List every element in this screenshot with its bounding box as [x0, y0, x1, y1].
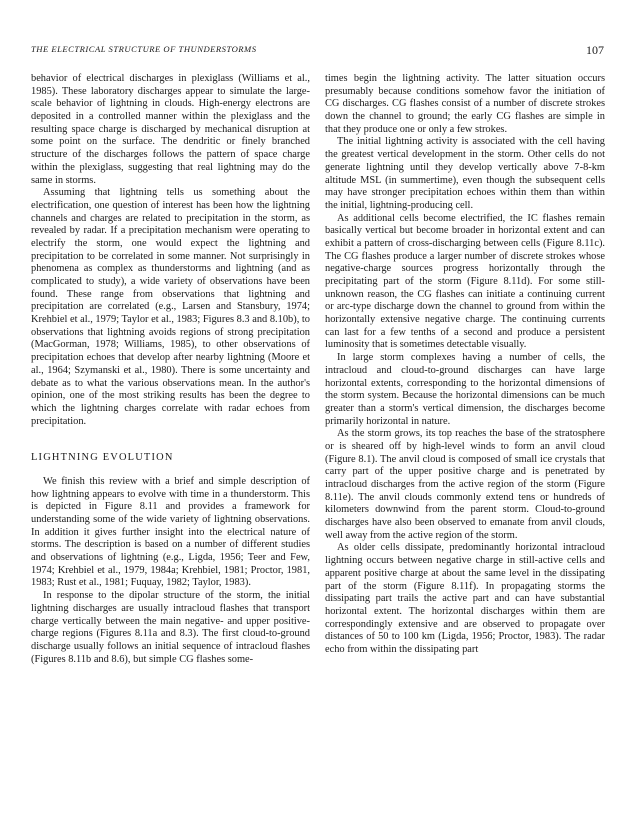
paragraph: behavior of electrical discharges in plexiglass (Williams et al., 1985). These laboratory discharges appear to simulate the large-scale behavior of lightning in clouds. High-energy electrons are deposited in a controlled manner within the plexiglass and the resulting space charge is discharged by mechanical disruption at some point on the surface. The dendritic or finely branched structure of the discharges follows the pattern of space charge within the plexiglass, suggesting that real lightning may do the same in storms. [31, 73, 310, 186]
paragraph: As older cells dissipate, predominantly horizontal intracloud lightning occurs between negative charge in still-active cells and apparent positive charge at about the same level in the dissipating part of the storm (Figure 8.11f). In propagating storms the dissipating part trails the active part and can have substantial horizontal extent. The horizontal discharges within them are correspondingly extensive and are observed to propagate over distances of 50 to 100 km (Ligda, 1956; Proctor, 1983). The radar echo from within the dissipating part [325, 542, 605, 655]
page-header [31, 44, 604, 60]
left-column [31, 73, 310, 666]
paragraph: As the storm grows, its top reaches the base of the stratosphere or is sheared off by high-level winds to form an anvil cloud (Figure 8.1). The anvil cloud is composed of small ice crystals that carry part of the upper positive charge and is penetrated by intracloud discharges from the active region of the storm (Figure 8.11e). The anvil clouds commonly extend tens or hundreds of kilometers downwind from the parent storm. Cloud-to-ground discharges have also been observed to emanate from anvil clouds, well away from the active region of the storm. [325, 428, 605, 541]
paragraph: We finish this review with a brief and simple description of how lightning appears to evolve with time in a thunderstorm. This is depicted in Figure 8.11 and provides a framework for understanding some of the wide variety of lightning observations. In addition it gives further insight into the electrical nature of storms. The description is based on a number of different studies and observations of lightning (e.g., Ligda, 1956; Teer and Few, 1974; Krehbiel et al., 1979, 1984a; Krehbiel, 1981; Proctor, 1981, 1983; Rust et al., 1981; Fuquay, 1982; Taylor, 1983). [31, 475, 310, 589]
right-column [325, 73, 605, 657]
running-title: THE ELECTRICAL STRUCTURE OF THUNDERSTORMS [31, 44, 257, 54]
paragraph: As additional cells become electrified, the IC flashes remain basically vertical but become broader in horizontal extent and can exhibit a pattern of cross-discharging between cells (Figure 8.11c). The CG flashes produce a larger number of discrete strokes whose negative-charge sources progress horizontally through the precipitating part of the storm (Figure 8.11d). For some still-unknown reason, the CG flashes can initiate a continuing current or arc-type discharge down the channel to ground from within the horizontally extensive negative charge. The continuing currents can last for a few tenths of a second and produce a persistent luminosity that is sometimes detectable visually. [325, 212, 605, 351]
paragraph: In large storm complexes having a number of cells, the intracloud and cloud-to-ground discharges can have large horizontal extents, corresponding to the horizontal dimensions of the storm system. Because the horizontal dimensions can be much greater than a storm's vertical dimension, the discharges become primarily horizontal in nature. [325, 352, 605, 427]
page-number: 107 [586, 43, 604, 57]
paragraph: In response to the dipolar structure of the storm, the initial lightning discharges are usually intracloud flashes that transport charge vertically between the main negative- and upper positive-charge regions (Figures 8.11a and 8.3). The first cloud-to-ground discharge usually follows an initial sequence of intracloud flashes (Figures 8.11b and 8.6), but simple CG flashes some- [31, 590, 310, 665]
paragraph: times begin the lightning activity. The latter situation occurs presumably because conditions somehow favor the initiation of CG discharges. CG flashes consist of a number of discrete strokes down the channel to ground; the early CG flashes are simple in that they produce one or only a few strokes. [325, 73, 605, 135]
paragraph: Assuming that lightning tells us something about the electrification, one question of interest has been how the lightning channels and charges are related to precipitation in the storm, as revealed by radar. If a precipitation mechanism were operating to electrify the storm, one would expect the lightning and precipitation to be correlated in some manner. Not surprisingly in phenomena as complex as thunderstorms and lightning (and as complicated to study), a wide variety of observations have been found. These range from observations that lightning and precipitation are correlated (e.g., Larsen and Stansbury, 1974; Krehbiel et al., 1979; Taylor et al., 1983; Figures 8.3 and 8.10b), to observations that lightning avoids regions of strong precipitation (MacGorman, 1978; Williams, 1985), to other observations of precipitation echoes that develop after nearby lightning (Moore et al., 1964; Szymanski et al., 1980). There is some uncertainty and debate as to what the various observations mean. In the author's opinion, one of the most striking results has been the degree to which the lightning charges correlate with radar echoes from precipitation. [31, 187, 310, 427]
paragraph: The initial lightning activity is associated with the cell having the greatest vertical development in the storm. Other cells do not generate lightning until they develop vertically above 7-8-km altitude MSL (in summertime), even though the subsequent cells may have stronger precipitation echoes within them than within the initial, lightning-producing cell. [325, 136, 605, 211]
section-heading: LIGHTNING EVOLUTION [31, 452, 174, 464]
